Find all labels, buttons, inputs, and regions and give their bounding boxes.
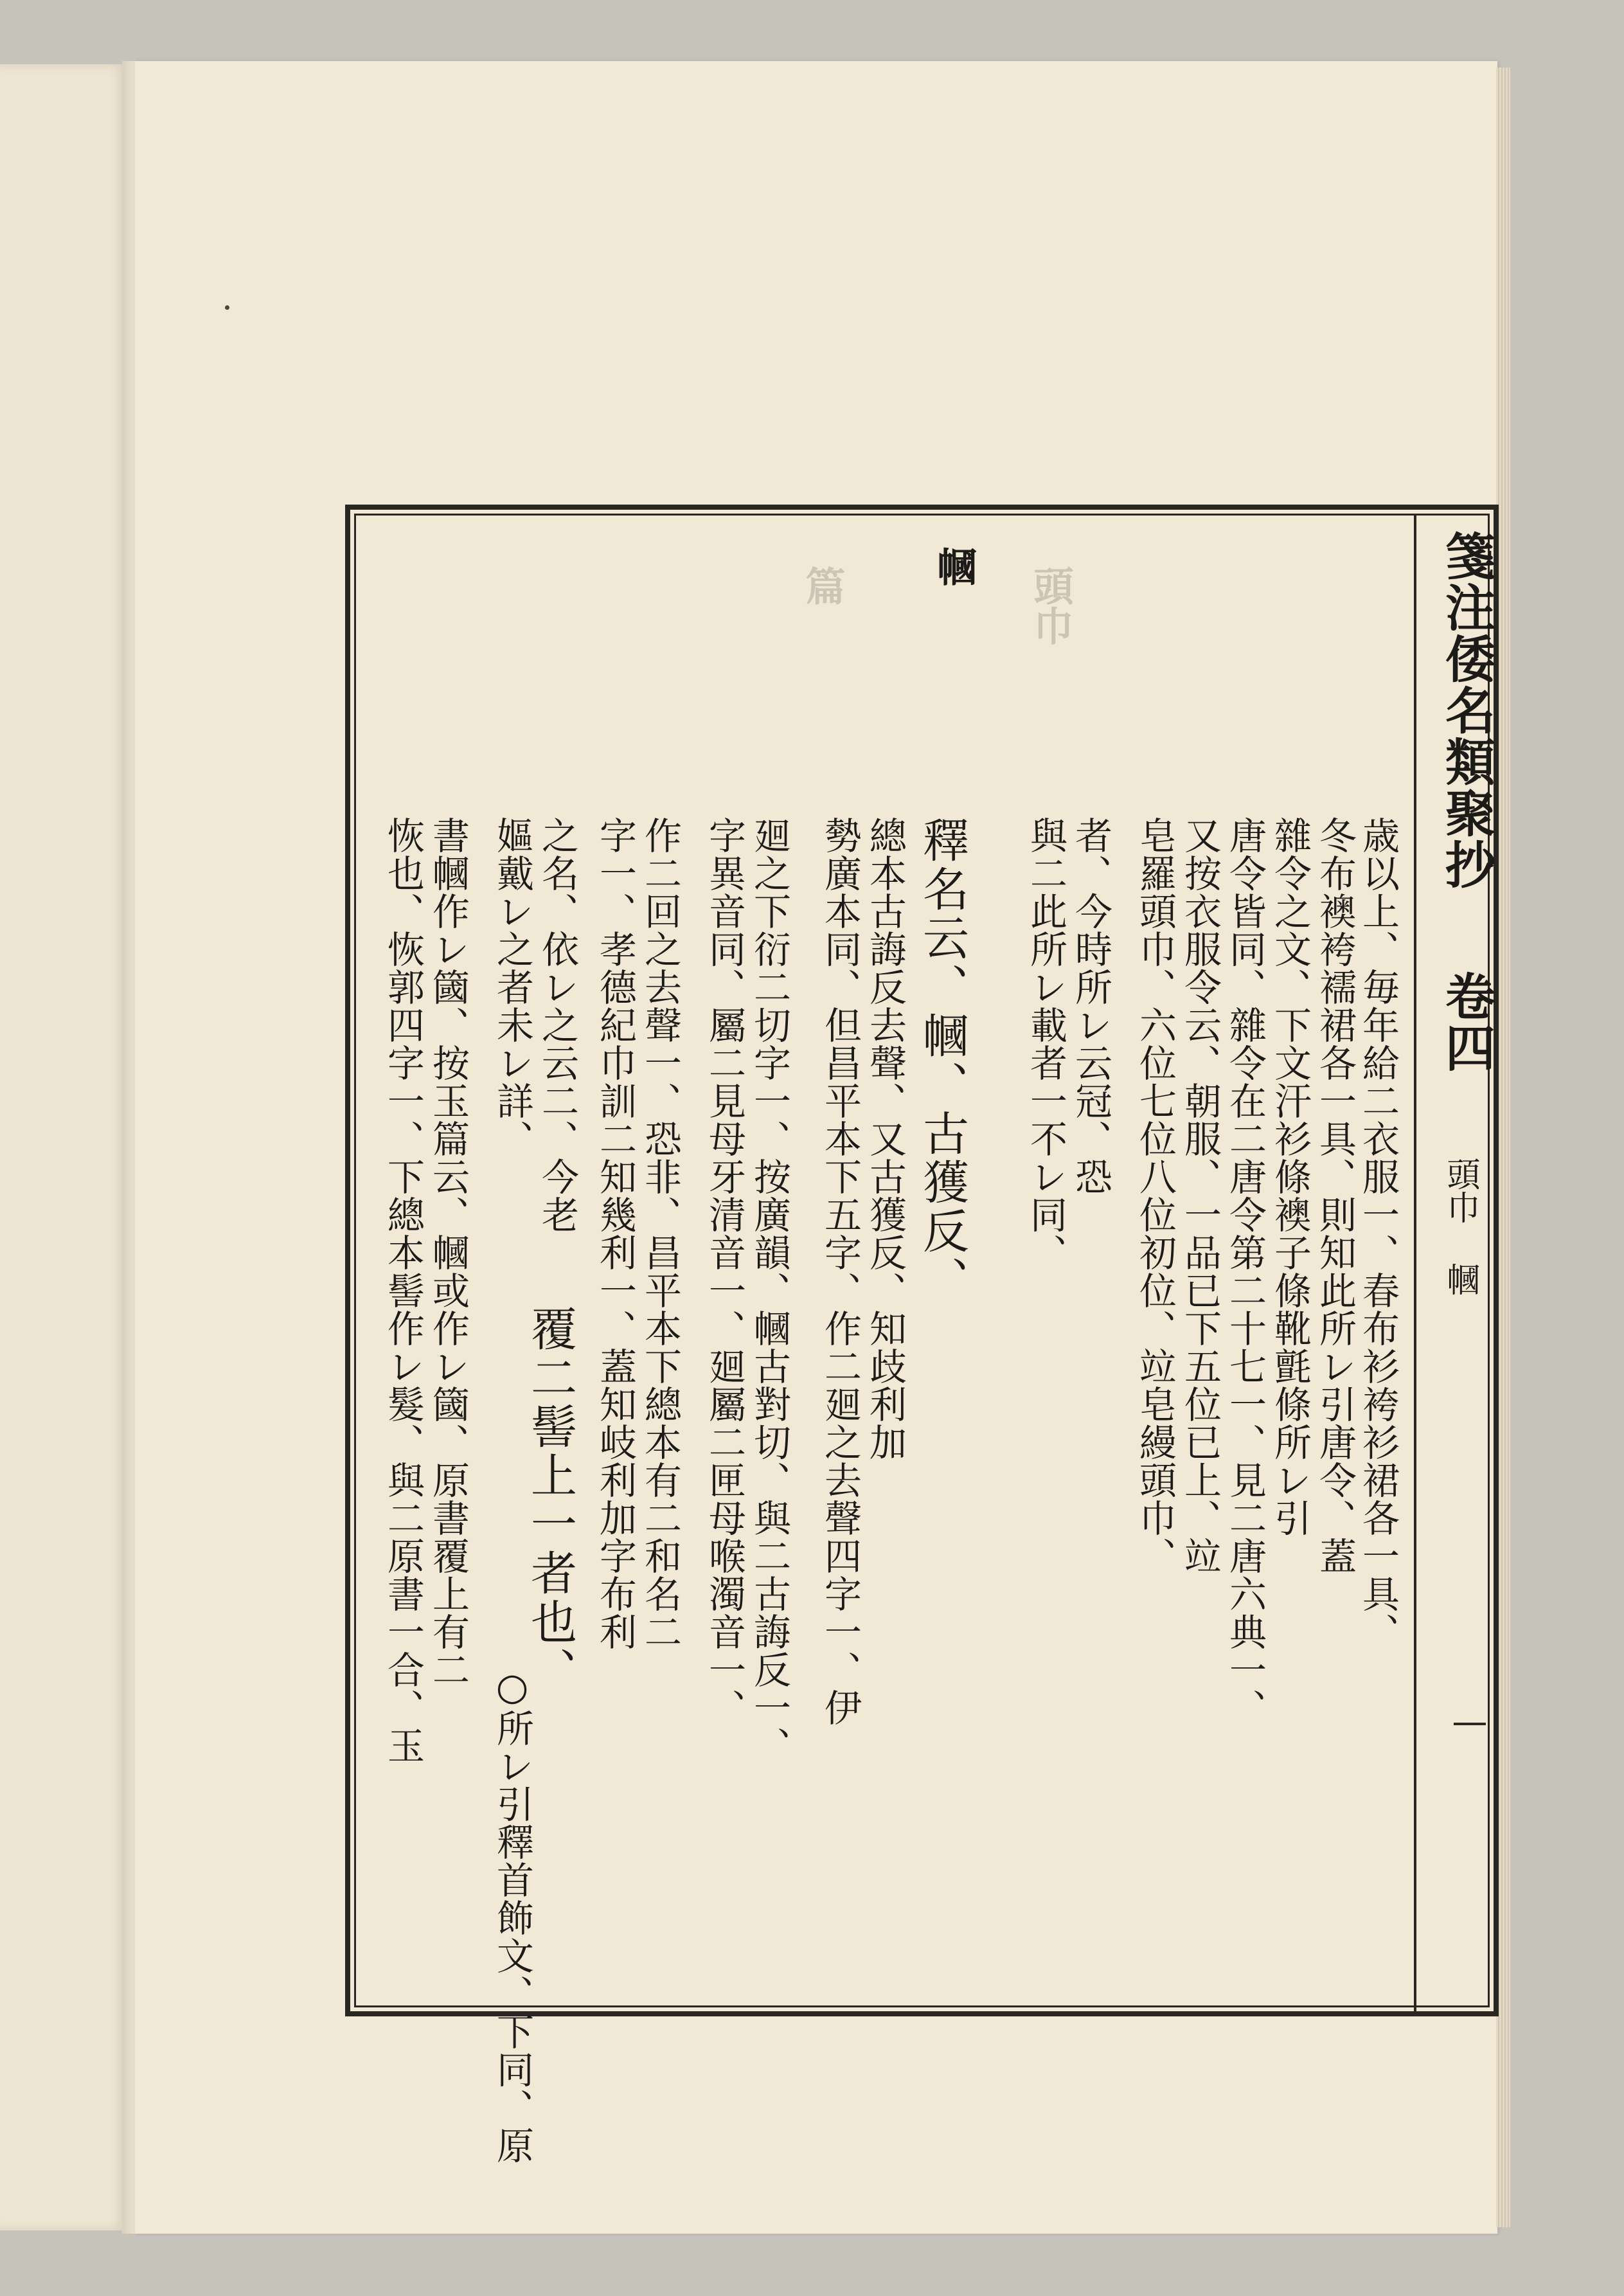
entry-heading: 幗 [931, 546, 977, 586]
section-label: 頭巾 幗 [1441, 1157, 1479, 1296]
text-column: 又按衣服令云、朝服、一品已下五位已上、竝 [1178, 816, 1222, 1575]
text-column: 字一、孝德紀巾訓二知幾利一、蓋知岐利加字布利 [593, 816, 637, 1651]
text-column: 冬布襖袴襦裙各一具、則知此所レ引唐令、蓋 [1313, 816, 1357, 1575]
text-column: 皂羅頭巾、六位七位八位初位、竝皂縵頭巾、 [1133, 816, 1177, 1575]
header-divider [1414, 514, 1416, 2012]
text-column: 書幗作レ簂、按玉篇云、幗或作レ簂、原書覆上有二 [426, 816, 470, 1689]
volume-label: 卷四 [1437, 971, 1495, 1073]
folio-mark [1454, 1723, 1486, 1725]
text-column: 恢也、恢郭四字一、下總本髻作レ髮、與二原書一合、玉 [381, 816, 425, 1764]
text-column: 勢廣本同、但昌平本下五字、作二廻之去聲四字一、伊 [818, 816, 862, 1726]
text-column: 廻之下衍二切字一、按廣韻、幗古對切、與二古誨反一、 [747, 816, 791, 1764]
text-column: 字異音同、屬二見母牙清音一、廻屬二匣母喉濁音一、 [702, 816, 746, 1726]
quoted-phrase: 覆二髻上一者也、 [523, 1305, 577, 1696]
text-column: 之名、依レ之云二、今老 [535, 816, 579, 1233]
bleed-through-text: 篇 [799, 566, 846, 605]
text-column: 總本古誨反去聲、又古獲反、知歧利加 [863, 816, 907, 1461]
text-column: 嫗戴レ之者未レ詳、 [490, 816, 534, 1158]
text-column: 唐令皆同、雜令在二唐令第二十七一、見二唐六典一、 [1223, 816, 1267, 1726]
ink-spot [225, 305, 229, 310]
text-column: 與二此所レ載者一不レ同、 [1024, 816, 1067, 1271]
text-column: 者、今時所レ云冠、恐 [1069, 816, 1112, 1196]
annotation-note: ○所レ引釋首飾文、下同、原 [490, 1665, 534, 2164]
text-column-large: 釋名云、幗、古獲反、 [915, 816, 969, 1305]
text-column: 作二回之去聲一、恐非、昌平本下總本有二和名二 [638, 816, 682, 1651]
text-column: 歳以上、毎年給二衣服一、春布衫袴衫裙各一具、 [1356, 816, 1400, 1651]
bleed-through-text: 頭巾 [1027, 566, 1074, 645]
text-column: 雜令之文、下文汗衫條襖子條靴氈條所レ引 [1268, 816, 1312, 1537]
left-page [0, 64, 129, 2230]
book-title: 箋注倭名類聚抄 [1437, 530, 1495, 890]
